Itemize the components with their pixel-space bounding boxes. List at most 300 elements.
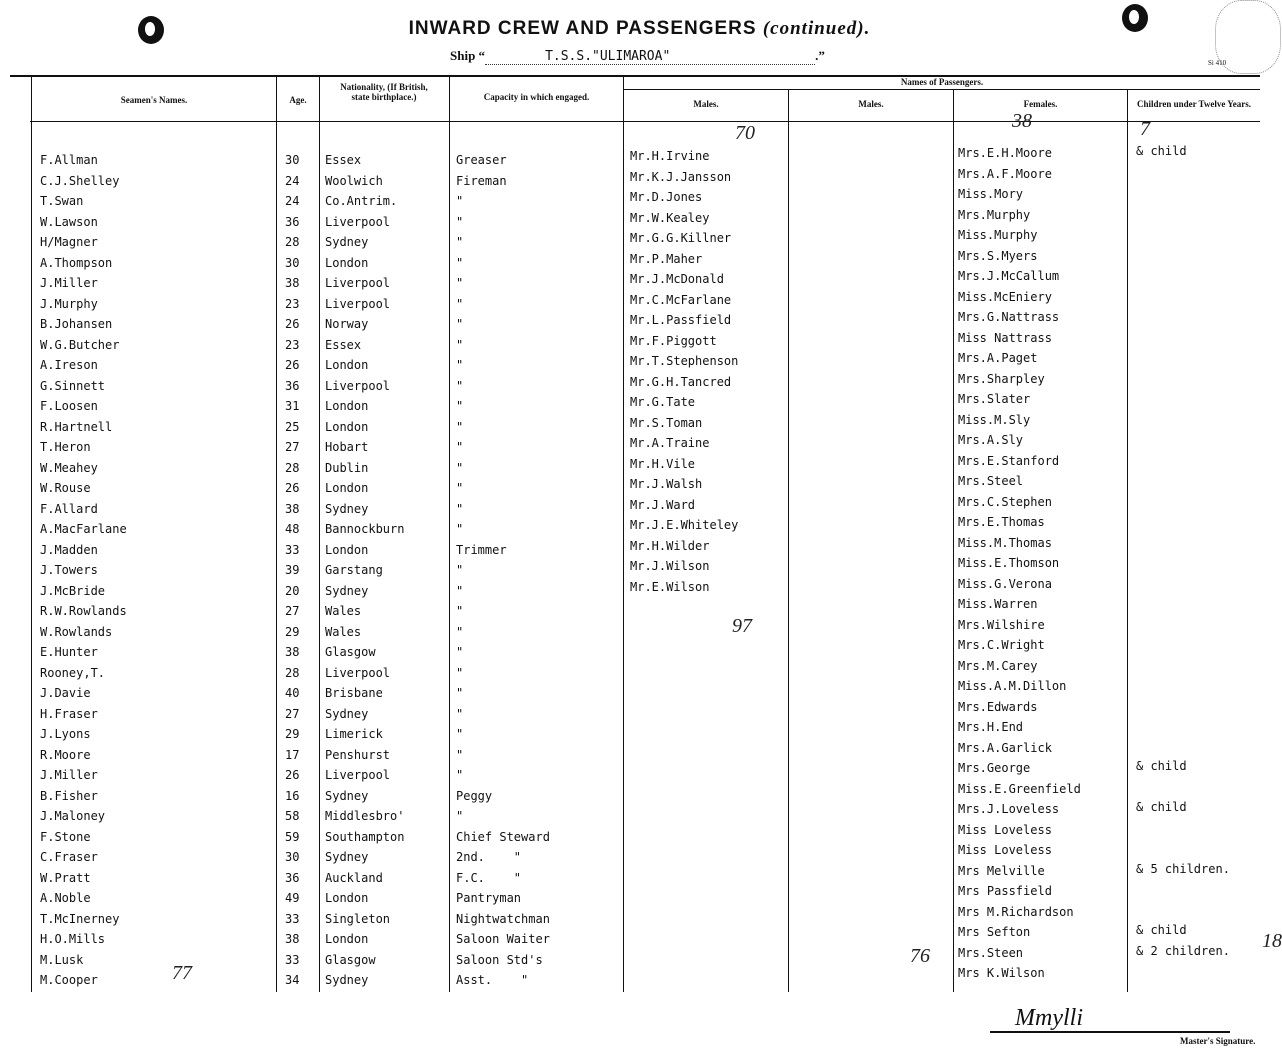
female-passenger: Mrs.C.Stephen — [958, 494, 1052, 509]
female-passenger: Mrs.E.H.Moore — [958, 146, 1052, 160]
seaman-capacity: Saloon Std's — [456, 952, 543, 967]
seaman-nationality: Glasgow — [325, 645, 376, 659]
seaman-age: 27 — [285, 706, 300, 721]
seaman-name: E.Hunter — [40, 645, 98, 659]
male-passenger: Mr.A.Traine — [630, 436, 710, 450]
seaman-capacity: " — [456, 378, 464, 393]
seaman-name: J.McBride — [40, 583, 106, 598]
children-entry — [1136, 879, 1230, 900]
male-passenger: Mr.W.Kealey — [630, 210, 710, 225]
female-passenger: Miss Loveless — [958, 843, 1052, 857]
children-entry — [1136, 510, 1230, 531]
seaman-name: R.W.Rowlands — [40, 604, 127, 618]
seaman-nationality: London — [325, 891, 369, 905]
handwritten-7: 7 — [1140, 118, 1150, 140]
seaman-name: W.Meahey — [40, 460, 98, 475]
col-line-females — [953, 89, 954, 992]
seaman-age: 59 — [285, 829, 300, 844]
seaman-nationality: Liverpool — [325, 276, 391, 290]
children-entry: & 2 children. — [1136, 943, 1230, 958]
children-entry — [1136, 592, 1230, 613]
children-entry: & child — [1136, 759, 1187, 773]
seaman-name: W.Rouse — [40, 481, 91, 495]
children-entry — [1136, 838, 1230, 859]
female-passenger: Mrs.Steel — [958, 474, 1024, 488]
seaman-name: F.Stone — [40, 829, 91, 844]
seaman-name: A.Noble — [40, 891, 91, 905]
female-passenger: Miss.E.Thomson — [958, 556, 1060, 570]
female-passenger: Mrs.C.Wright — [958, 638, 1045, 652]
male-passenger: Mr.F.Piggott — [630, 333, 717, 348]
seaman-nationality: Sydney — [325, 788, 369, 803]
male-passenger: Mr.H.Irvine — [630, 149, 710, 163]
seaman-age: 26 — [285, 481, 300, 495]
seaman-capacity: " — [456, 460, 464, 475]
female-passenger: Mrs.J.Loveless — [958, 802, 1060, 816]
children-entry — [1136, 531, 1230, 552]
children-column — [1136, 141, 1230, 982]
seaman-nationality: Hobart — [325, 440, 369, 454]
male-passenger: Mr.G.Tate — [630, 395, 696, 409]
seaman-nationality: Sydney — [325, 501, 369, 516]
seaman-capacity: " — [456, 522, 464, 536]
form-number: Si 410 — [1208, 59, 1227, 67]
col-line-nationality — [319, 77, 320, 992]
seaman-nationality: Sydney — [325, 706, 369, 721]
seaman-age: 33 — [285, 911, 300, 926]
seaman-age: 26 — [285, 317, 300, 331]
seaman-nationality: Sydney — [325, 235, 369, 249]
seaman-age: 58 — [285, 809, 300, 823]
seaman-name: C.J.Shelley — [40, 173, 120, 188]
seaman-nationality: Auckland — [325, 870, 383, 885]
seaman-age: 29 — [285, 727, 300, 741]
seaman-name: G.Sinnett — [40, 378, 106, 393]
seaman-age: 36 — [285, 214, 300, 229]
seaman-capacity: Asst. " — [456, 973, 529, 987]
seaman-age: 33 — [285, 952, 300, 967]
seaman-age: 26 — [285, 768, 300, 782]
female-passenger: Mrs.Sharpley — [958, 371, 1045, 386]
male-passenger: Mr.J.McDonald — [630, 272, 724, 286]
female-passenger: Mrs.A.Garlick — [958, 740, 1052, 755]
seaman-name: F.Allman — [40, 153, 98, 167]
seaman-capacity: " — [456, 624, 464, 639]
seaman-nationality: Norway — [325, 317, 369, 331]
seaman-name: H/Magner — [40, 235, 98, 249]
female-passenger: Mrs.Edwards — [958, 699, 1038, 714]
seaman-age: 28 — [285, 235, 300, 249]
seaman-capacity: " — [456, 317, 464, 331]
children-entry — [1136, 633, 1230, 654]
female-passenger: Miss.E.Greenfield — [958, 781, 1081, 796]
seaman-age: 27 — [285, 440, 300, 454]
male-passenger: Mr.T.Stephenson — [630, 354, 739, 368]
seaman-age: 31 — [285, 399, 300, 413]
males-column — [630, 146, 738, 597]
children-entry — [1136, 674, 1230, 695]
female-passenger: Miss Loveless — [958, 822, 1052, 837]
header-passengers: Names of Passengers. — [900, 77, 984, 87]
seaman-name: M.Lusk — [40, 952, 84, 967]
title-continued: (continued). — [762, 18, 871, 39]
header-males2: Males. — [858, 99, 884, 109]
children-entry — [1136, 551, 1230, 572]
seaman-capacity: " — [456, 809, 464, 823]
col-line-children — [1127, 89, 1128, 992]
seaman-nationality: London — [325, 255, 369, 270]
ship-line — [450, 48, 825, 65]
male-passenger: Mr.J.Wilson — [630, 559, 710, 573]
seaman-capacity: " — [456, 665, 464, 680]
children-entry: & 5 children. — [1136, 861, 1230, 876]
header-males1: Males. — [693, 99, 719, 109]
seaman-name: T.McInerney — [40, 911, 120, 926]
seaman-capacity: " — [456, 563, 464, 577]
handwritten-38: 38 — [1012, 110, 1032, 132]
children-entry: & child — [1136, 144, 1187, 158]
header-capacity: Capacity in which engaged. — [483, 92, 590, 102]
seaman-nationality: Bannockburn — [325, 522, 405, 536]
children-entry — [1136, 613, 1230, 634]
female-passenger: Mrs.J.McCallum — [958, 269, 1060, 283]
seaman-nationality: London — [325, 932, 369, 946]
children-entry — [1136, 490, 1230, 511]
seaman-nationality: Limerick — [325, 727, 383, 741]
seaman-name: H.Fraser — [40, 706, 98, 721]
seaman-name: A.Thompson — [40, 255, 113, 270]
seaman-capacity: " — [456, 706, 464, 721]
seaman-name: F.Loosen — [40, 399, 98, 413]
seaman-nationality: Sydney — [325, 850, 369, 864]
seaman-capacity: Saloon Waiter — [456, 932, 550, 946]
male-passenger: Mr.J.Walsh — [630, 477, 703, 491]
seaman-nationality: Sydney — [325, 973, 369, 987]
children-entry — [1136, 408, 1230, 429]
seaman-age: 28 — [285, 665, 300, 680]
seaman-nationality: Penshurst — [325, 747, 391, 762]
seaman-capacity: " — [456, 727, 464, 741]
seaman-name: W.G.Butcher — [40, 337, 120, 352]
seaman-age: 40 — [285, 686, 300, 700]
children-entry — [1136, 264, 1230, 285]
female-passenger: Mrs.Murphy — [958, 207, 1031, 222]
seaman-name: A.Ireson — [40, 358, 98, 372]
seaman-name: J.Miller — [40, 768, 98, 782]
seaman-capacity: " — [456, 358, 464, 372]
seaman-capacity: " — [456, 481, 464, 495]
female-passenger: Mrs.H.End — [958, 720, 1024, 734]
children-entry — [1136, 572, 1230, 593]
header-children: Children under Twelve Years. — [1136, 99, 1251, 109]
seaman-nationality: Liverpool — [325, 768, 391, 782]
seaman-name: J.Miller — [40, 276, 98, 290]
seaman-capacity: " — [456, 399, 464, 413]
female-passenger: Mrs.Slater — [958, 392, 1031, 406]
children-entry — [1136, 900, 1230, 921]
male-passenger: Mr.J.Ward — [630, 497, 696, 512]
seaman-capacity: Fireman — [456, 173, 507, 188]
female-passenger: Miss.Murphy — [958, 228, 1038, 242]
seaman-nationality: London — [325, 481, 369, 495]
crew-nationality-column — [325, 150, 404, 991]
seaman-age: 17 — [285, 747, 300, 762]
seaman-name: J.Madden — [40, 542, 98, 557]
seaman-age: 16 — [285, 788, 300, 803]
seaman-name: B.Johansen — [40, 317, 113, 331]
female-passenger: Mrs.G.Nattrass — [958, 310, 1060, 324]
seaman-nationality: Southampton — [325, 829, 405, 844]
male-passenger: Mr.D.Jones — [630, 190, 703, 204]
header-females: Females. — [1023, 99, 1058, 109]
seaman-capacity: " — [456, 276, 464, 290]
seaman-name: H.O.Mills — [40, 932, 106, 946]
female-passenger: Mrs Melville — [958, 863, 1045, 878]
female-passenger: Miss.A.M.Dillon — [958, 679, 1067, 693]
seaman-nationality: Liverpool — [325, 665, 391, 680]
seaman-capacity: " — [456, 235, 464, 249]
seaman-capacity: Chief Steward — [456, 829, 550, 844]
ship-name: T.S.S."ULIMAROA" — [485, 49, 815, 65]
seaman-nationality: Wales — [325, 624, 362, 639]
seaman-age: 38 — [285, 501, 300, 516]
seaman-age: 36 — [285, 870, 300, 885]
female-passenger: Mrs.Steen — [958, 945, 1024, 960]
seaman-name: M.Cooper — [40, 973, 98, 987]
seaman-nationality: Essex — [325, 153, 362, 167]
seaman-age: 34 — [285, 973, 300, 987]
children-entry — [1136, 346, 1230, 367]
seaman-capacity: Trimmer — [456, 542, 507, 557]
seaman-age: 30 — [285, 153, 300, 167]
seaman-name: J.Lyons — [40, 727, 91, 741]
seaman-nationality: Middlesbro' — [325, 809, 405, 823]
seaman-age: 24 — [285, 194, 300, 208]
header-age: Age. — [289, 95, 307, 105]
seaman-nationality: Co.Antrim. — [325, 194, 398, 208]
seaman-name: F.Allard — [40, 501, 98, 516]
seaman-name: J.Murphy — [40, 296, 98, 311]
seaman-capacity: Nightwatchman — [456, 911, 550, 926]
col-line-left — [31, 77, 32, 992]
handwritten-18: 18 — [1262, 930, 1282, 952]
seaman-nationality: London — [325, 542, 369, 557]
col-line-males1 — [623, 77, 624, 992]
seaman-age: 26 — [285, 358, 300, 372]
seaman-name: R.Hartnell — [40, 419, 113, 434]
seaman-capacity: " — [456, 296, 464, 311]
ship-end: .” — [815, 48, 825, 63]
children-entry — [1136, 223, 1230, 244]
seaman-capacity: F.C. " — [456, 870, 522, 885]
seaman-capacity: " — [456, 214, 464, 229]
male-passenger: Mr.C.McFarlane — [630, 292, 732, 307]
seaman-nationality: Singleton — [325, 911, 391, 926]
children-entry — [1136, 367, 1230, 388]
seaman-age: 39 — [285, 563, 300, 577]
children-entry — [1136, 695, 1230, 716]
seaman-age: 24 — [285, 173, 300, 188]
children-entry — [1136, 818, 1230, 839]
seaman-age: 36 — [285, 378, 300, 393]
seaman-nationality: Liverpool — [325, 296, 391, 311]
seaman-nationality: Glasgow — [325, 952, 376, 967]
seaman-age: 25 — [285, 419, 300, 434]
seaman-age: 27 — [285, 604, 300, 618]
seaman-capacity: " — [456, 747, 464, 762]
seaman-capacity: Greaser — [456, 153, 507, 167]
seaman-capacity: " — [456, 337, 464, 352]
seaman-nationality: Wales — [325, 604, 362, 618]
seaman-nationality: Brisbane — [325, 686, 383, 700]
children-entry — [1136, 326, 1230, 347]
header-names: Seamen's Names. — [120, 95, 188, 105]
female-passenger: Mrs Sefton — [958, 925, 1031, 939]
seaman-capacity: Peggy — [456, 788, 493, 803]
seaman-age: 28 — [285, 460, 300, 475]
male-passenger: Mr.E.Wilson — [630, 579, 710, 594]
female-passenger: Mrs.E.Thomas — [958, 515, 1045, 529]
male-passenger: Mr.G.H.Tancred — [630, 374, 732, 389]
seaman-age: 20 — [285, 583, 300, 598]
female-passenger: Miss.G.Verona — [958, 576, 1052, 591]
children-entry — [1136, 203, 1230, 224]
female-passenger: Mrs.A.Sly — [958, 433, 1024, 447]
seaman-nationality: Garstang — [325, 563, 383, 577]
handwritten-76: 76 — [910, 945, 930, 967]
seaman-age: 33 — [285, 542, 300, 557]
seaman-age: 38 — [285, 645, 300, 659]
seaman-age: 49 — [285, 891, 300, 905]
children-entry — [1136, 449, 1230, 470]
handwritten-77: 77 — [172, 962, 192, 984]
seaman-age: 38 — [285, 932, 300, 946]
col-line-age — [276, 77, 277, 992]
children-entry — [1136, 244, 1230, 265]
col-line-males2 — [788, 89, 789, 992]
children-entry — [1136, 715, 1230, 736]
seaman-capacity: " — [456, 604, 464, 618]
seaman-name: J.Maloney — [40, 809, 106, 823]
seaman-nationality: London — [325, 358, 369, 372]
passenger-header-rule — [623, 89, 1260, 90]
signature-label: Master's Signature. — [1180, 1036, 1256, 1046]
handwritten-70: 70 — [735, 122, 755, 144]
seaman-age: 48 — [285, 522, 300, 536]
female-passenger: Mrs.A.F.Moore — [958, 166, 1052, 181]
children-entry — [1136, 285, 1230, 306]
seaman-name: C.Fraser — [40, 850, 98, 864]
header-nationality: Nationality, (If British, state birthplace.) — [340, 82, 428, 102]
seaman-age: 23 — [285, 337, 300, 352]
female-passenger: Mrs.George — [958, 761, 1031, 775]
seaman-capacity: " — [456, 194, 464, 208]
handwritten-97: 97 — [732, 615, 752, 637]
female-passenger: Mrs M.Richardson — [958, 904, 1074, 919]
seaman-name: J.Towers — [40, 563, 98, 577]
children-entry: & child — [1136, 923, 1187, 937]
children-entry — [1136, 469, 1230, 490]
children-entry — [1136, 736, 1230, 757]
ship-label: Ship “ — [450, 48, 486, 63]
female-passenger: Miss.M.Sly — [958, 412, 1031, 427]
seaman-name: W.Pratt — [40, 870, 91, 885]
children-entry — [1136, 777, 1230, 798]
crew-age-column — [285, 150, 299, 991]
seaman-nationality: Liverpool — [325, 378, 391, 393]
children-entry — [1136, 961, 1230, 982]
female-passenger: Mrs.E.Stanford — [958, 453, 1060, 468]
female-passenger: Mrs Passfield — [958, 884, 1052, 898]
female-passenger: Mrs.Wilshire — [958, 617, 1045, 632]
crew-capacity-column — [456, 150, 550, 991]
seaman-capacity: " — [456, 645, 464, 659]
title-main: INWARD CREW AND PASSENGERS — [408, 18, 757, 39]
female-passenger: Mrs.A.Paget — [958, 351, 1038, 365]
seaman-name: W.Lawson — [40, 214, 98, 229]
seaman-capacity: " — [456, 768, 464, 782]
children-entry — [1136, 654, 1230, 675]
male-passenger: Mr.S.Toman — [630, 415, 703, 430]
children-entry — [1136, 162, 1230, 183]
male-passenger: Mr.G.G.Killner — [630, 231, 732, 245]
female-passenger: Miss Nattrass — [958, 330, 1052, 345]
seaman-name: T.Heron — [40, 440, 91, 454]
seaman-age: 29 — [285, 624, 300, 639]
seaman-nationality: Liverpool — [325, 214, 391, 229]
male-passenger: Mr.P.Maher — [630, 251, 703, 266]
male-passenger: Mr.K.J.Jansson — [630, 169, 732, 184]
children-entry — [1136, 428, 1230, 449]
male-passenger: Mr.J.E.Whiteley — [630, 518, 739, 532]
seaman-age: 30 — [285, 850, 300, 864]
male-passenger: Mr.H.Vile — [630, 456, 696, 471]
seaman-age: 38 — [285, 276, 300, 290]
seaman-nationality: Woolwich — [325, 173, 383, 188]
seaman-nationality: London — [325, 399, 369, 413]
seaman-capacity: " — [456, 501, 464, 516]
seaman-capacity: 2nd. " — [456, 850, 522, 864]
seaman-name: W.Rowlands — [40, 624, 113, 639]
seaman-name: Rooney,T. — [40, 665, 106, 680]
female-passenger: Mrs.S.Myers — [958, 248, 1038, 263]
seaman-nationality: London — [325, 419, 369, 434]
children-entry — [1136, 305, 1230, 326]
female-passenger: Miss.McEniery — [958, 289, 1052, 304]
female-passenger: Mrs.M.Carey — [958, 658, 1038, 673]
seaman-name: R.Moore — [40, 747, 91, 762]
female-passenger: Miss.Warren — [958, 597, 1038, 611]
seaman-capacity: " — [456, 419, 464, 434]
seaman-nationality: Dublin — [325, 460, 369, 475]
female-passenger: Miss.Mory — [958, 187, 1024, 201]
female-passenger: Miss.M.Thomas — [958, 535, 1052, 550]
male-passenger: Mr.H.Wilder — [630, 538, 710, 553]
seaman-name: T.Swan — [40, 194, 84, 208]
children-entry — [1136, 387, 1230, 408]
seaman-name: J.Davie — [40, 686, 91, 700]
seaman-age: 23 — [285, 296, 300, 311]
children-entry — [1136, 182, 1230, 203]
male-passenger: Mr.L.Passfield — [630, 313, 732, 327]
seaman-name: A.MacFarlane — [40, 522, 127, 536]
col-line-capacity — [449, 77, 450, 992]
seaman-capacity: " — [456, 255, 464, 270]
crew-names-column — [40, 150, 127, 991]
seaman-capacity: " — [456, 583, 464, 598]
seaman-capacity: " — [456, 440, 464, 454]
page-title — [0, 18, 1279, 40]
